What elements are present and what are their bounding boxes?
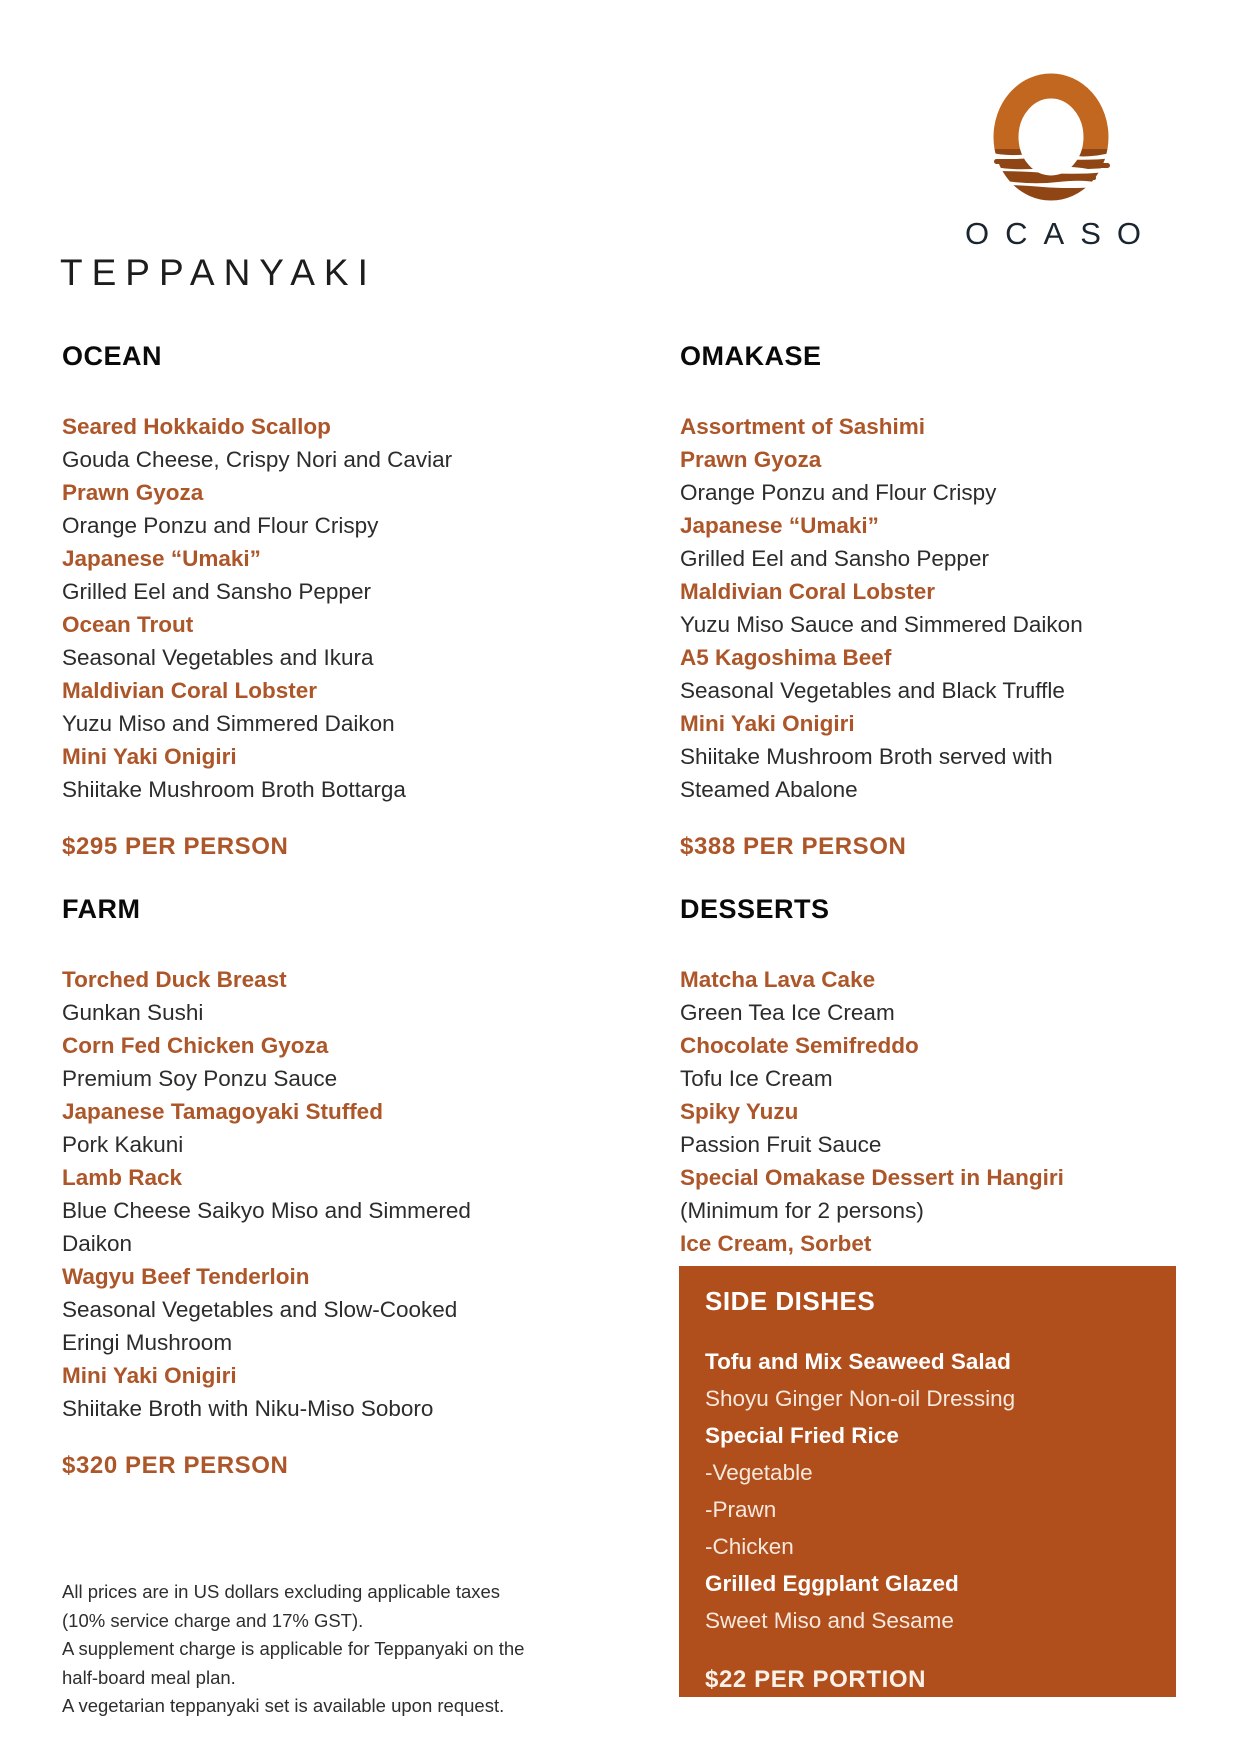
menu-item-name: Japanese “Umaki” bbox=[62, 546, 261, 571]
section-ocean bbox=[62, 340, 502, 862]
menu-item-desc: Orange Ponzu and Flour Crispy bbox=[680, 480, 997, 505]
side-dishes-box bbox=[679, 1266, 1176, 1697]
menu-item-name: Japanese “Umaki” bbox=[680, 513, 879, 538]
section-items bbox=[680, 963, 1130, 1260]
menu-item-name: Prawn Gyoza bbox=[62, 480, 204, 505]
side-dishes-heading: SIDE DISHES bbox=[705, 1286, 876, 1316]
menu-item-desc: Gouda Cheese, Crispy Nori and Caviar bbox=[62, 447, 453, 472]
section-heading: DESSERTS bbox=[680, 894, 830, 924]
menu-item-desc: Grilled Eel and Sansho Pepper bbox=[62, 579, 371, 604]
footer-line: A vegetarian teppanyaki set is available upon request. bbox=[62, 1695, 505, 1717]
menu-item-name: Lamb Rack bbox=[62, 1165, 183, 1190]
menu-item-desc: Shiitake Mushroom Broth served with Steamed Abalone bbox=[680, 744, 1053, 802]
menu-item-name: Assortment of Sashimi bbox=[680, 414, 926, 439]
section-price: $388 PER PERSON bbox=[680, 833, 907, 860]
menu-item-desc: -Vegetable bbox=[705, 1460, 813, 1485]
menu-item-name: Seared Hokkaido Scallop bbox=[62, 414, 331, 439]
section-heading: OCEAN bbox=[62, 341, 163, 371]
menu-item-desc: Green Tea Ice Cream bbox=[680, 1000, 895, 1025]
section-desserts bbox=[680, 893, 1130, 1286]
menu-item-desc: Seasonal Vegetables and Black Truffle bbox=[680, 678, 1065, 703]
section-omakase bbox=[680, 340, 1130, 862]
section-price: $320 PER PERSON bbox=[62, 1452, 289, 1479]
menu-item-name: Special Fried Rice bbox=[705, 1423, 899, 1448]
menu-item-desc: Yuzu Miso Sauce and Simmered Daikon bbox=[680, 612, 1083, 637]
menu-item-name: Corn Fed Chicken Gyoza bbox=[62, 1033, 329, 1058]
section-items bbox=[680, 410, 1130, 806]
brand-name: OCASO bbox=[965, 216, 1157, 251]
footer-line: All prices are in US dollars excluding applicable taxes bbox=[62, 1581, 501, 1602]
menu-item-desc: Pork Kakuni bbox=[62, 1132, 184, 1157]
menu-item-name: Torched Duck Breast bbox=[62, 967, 287, 992]
menu-item-name: Spiky Yuzu bbox=[680, 1099, 799, 1124]
menu-item-desc: Orange Ponzu and Flour Crispy bbox=[62, 513, 379, 538]
menu-item-desc: Seasonal Vegetables and Ikura bbox=[62, 645, 374, 670]
section-items bbox=[62, 410, 502, 806]
menu-item-desc: -Prawn bbox=[705, 1497, 777, 1522]
menu-item-desc: -Chicken bbox=[705, 1534, 794, 1559]
menu-item-name: Tofu and Mix Seaweed Salad bbox=[705, 1349, 1011, 1374]
menu-item-desc: Blue Cheese Saikyo Miso and Simmered Daikon bbox=[62, 1198, 471, 1256]
menu-item-desc: Shiitake Mushroom Broth Bottarga bbox=[62, 777, 406, 802]
menu-item-desc: Yuzu Miso and Simmered Daikon bbox=[62, 711, 395, 736]
menu-item-desc: (Minimum for 2 persons) bbox=[680, 1198, 924, 1223]
menu-item-desc: Gunkan Sushi bbox=[62, 1000, 204, 1025]
menu-item-name: Wagyu Beef Tenderloin bbox=[62, 1264, 310, 1289]
brand-logo bbox=[988, 73, 1114, 201]
footer-line: (10% service charge and 17% GST). bbox=[62, 1609, 364, 1631]
sunset-o-logo-icon bbox=[988, 73, 1114, 201]
menu-item-desc: Tofu Ice Cream bbox=[680, 1066, 833, 1091]
menu-item-name: Prawn Gyoza bbox=[680, 447, 822, 472]
side-dishes-price: $22 PER PORTION bbox=[705, 1666, 927, 1693]
menu-item-name: Chocolate Semifreddo bbox=[680, 1033, 919, 1058]
menu-item-name: Maldivian Coral Lobster bbox=[680, 579, 936, 604]
menu-item-desc: Premium Soy Ponzu Sauce bbox=[62, 1066, 338, 1091]
menu-item-name: Special Omakase Dessert in Hangiri bbox=[680, 1165, 1064, 1190]
menu-item-name: Ice Cream, Sorbet bbox=[680, 1231, 872, 1256]
menu-item-name: Mini Yaki Onigiri bbox=[62, 1363, 237, 1388]
menu-item-desc: Seasonal Vegetables and Slow-Cooked Eringi Mushroom bbox=[62, 1297, 458, 1355]
menu-item-name: Japanese Tamagoyaki Stuffed bbox=[62, 1099, 383, 1124]
menu-item-name: A5 Kagoshima Beef bbox=[680, 645, 892, 670]
section-heading: FARM bbox=[62, 894, 141, 924]
menu-item-name: Matcha Lava Cake bbox=[680, 967, 876, 992]
menu-item-desc: Shiitake Broth with Niku-Miso Soboro bbox=[62, 1396, 434, 1421]
menu-item-desc: Shoyu Ginger Non-oil Dressing bbox=[705, 1386, 1016, 1411]
menu-item-name: Grilled Eggplant Glazed bbox=[705, 1571, 959, 1596]
section-farm bbox=[62, 893, 502, 1481]
menu-item-name: Mini Yaki Onigiri bbox=[62, 744, 237, 769]
section-items bbox=[62, 963, 502, 1425]
menu-item-name: Maldivian Coral Lobster bbox=[62, 678, 318, 703]
menu-item-desc: Grilled Eel and Sansho Pepper bbox=[680, 546, 989, 571]
section-price: $295 PER PERSON bbox=[62, 833, 289, 860]
menu-item-desc: Passion Fruit Sauce bbox=[680, 1132, 882, 1157]
section-heading: OMAKASE bbox=[680, 341, 822, 371]
footer-line: A supplement charge is applicable for Teppanyaki on the bbox=[62, 1638, 525, 1660]
footer-notes bbox=[62, 1578, 642, 1721]
side-dishes-items bbox=[705, 1343, 1150, 1639]
menu-item-desc: Sweet Miso and Sesame bbox=[705, 1608, 954, 1633]
footer-line: half-board meal plan. bbox=[62, 1666, 236, 1688]
menu-item-name: Ocean Trout bbox=[62, 612, 194, 637]
menu-item-name: Mini Yaki Onigiri bbox=[680, 711, 855, 736]
page-title: TEPPANYAKI bbox=[60, 252, 377, 293]
